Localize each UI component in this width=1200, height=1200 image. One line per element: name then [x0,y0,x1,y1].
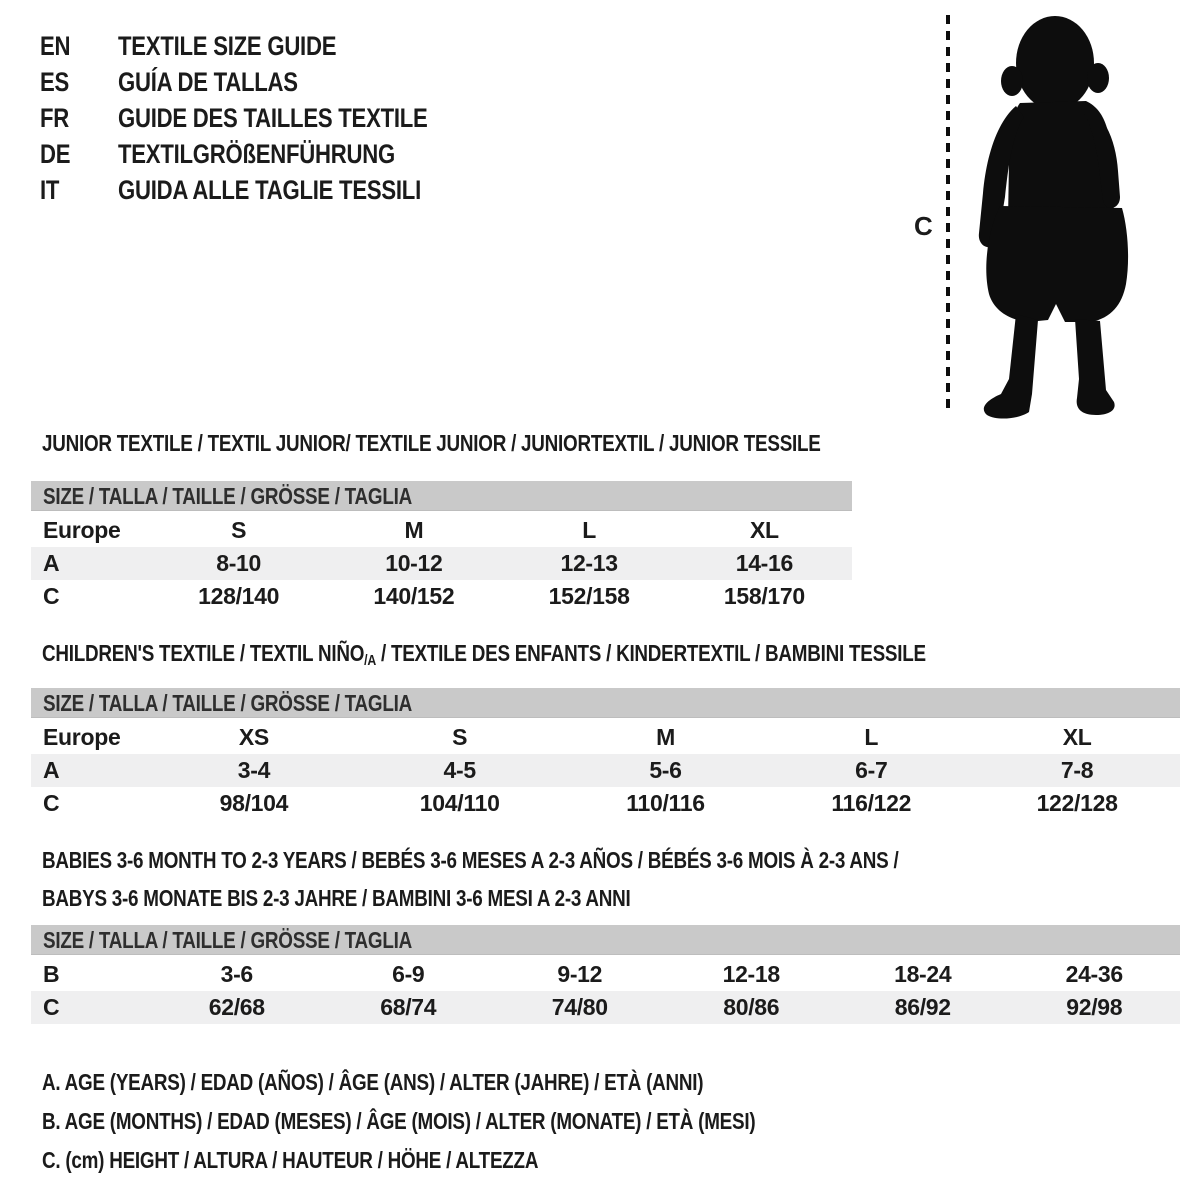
row-label: C [43,790,60,816]
language-code: FR [40,103,70,133]
table-cell: 80/86 [723,994,780,1020]
table-cell: 8-10 [216,550,262,576]
language-title-list [40,28,496,208]
height-measure-label: C [914,211,933,241]
note-text: A. AGE (YEARS) / EDAD (AÑOS) / ÂGE (ANS) / ALTER (JAHRE) / ETÀ (ANNI) [42,1069,704,1095]
table-cell: 18-24 [894,961,952,987]
table-cell: 98/104 [219,790,289,816]
table-cell: 104/110 [419,790,500,816]
section-title-children [42,638,1120,668]
table-cell: 14-16 [735,550,794,576]
table-header [31,925,1180,955]
language-code: ES [40,67,70,97]
language-title: TEXTILGRÖßENFÜHRUNG [118,139,395,169]
language-row-de [40,136,496,172]
table-row-height [31,991,1180,1024]
table-cell: 5-6 [649,757,682,783]
table-cell: M [656,724,675,750]
section-title-text: BABIES 3-6 MONTH TO 2-3 YEARS / BEBÉS 3-6 MESES A 2-3 AÑOS / BÉBÉS 3-6 MOIS À 2-3 ANS / [42,847,899,873]
junior-size-table [31,481,852,613]
table-cell: 6-7 [855,757,888,783]
table-cell: 9-12 [557,961,603,987]
table-row-months [31,958,1180,991]
note-height-cm [42,1141,912,1180]
table-cell: 12-13 [560,550,618,576]
toddler-silhouette-icon [958,11,1162,421]
row-label: C [43,994,60,1020]
table-cell: 122/128 [1036,790,1118,816]
table-cell: 128/140 [198,583,280,609]
row-label: A [43,757,60,783]
section-title-text: JUNIOR TEXTILE / TEXTIL JUNIOR/ TEXTILE JUNIOR / JUNIORTEXTIL / JUNIOR TESSILE [42,430,821,456]
row-label: C [43,583,60,609]
row-label: Europe [43,517,121,543]
language-code: IT [40,175,60,205]
nino-a-subscript: /A [364,652,376,669]
section-title-text: CHILDREN'S TEXTILE / TEXTIL $NIÑO_{/A}$ / TEXTILE DES ENFANTS / KINDERTEXTIL / BAMBINI TESSILE [42,640,926,669]
language-title: GUÍA DE TALLAS [118,67,298,97]
table-header-text: SIZE / TALLA / TAILLE / GRÖSSE / TAGLIA [43,690,412,716]
table-cell: 24-36 [1065,961,1123,987]
section-title-babies-line2 [42,883,760,913]
table-cell: XL [749,517,779,543]
row-label: B [43,961,60,987]
language-row-es [40,64,496,100]
table-row-height [31,580,852,613]
row-label: Europe [43,724,121,750]
table-cell: M [404,517,424,543]
table-cell: L [864,724,879,750]
row-label: A [43,550,60,576]
note-text: C. (cm) HEIGHT / ALTURA / HAUTEUR / HÖHE / ALTEZZA [42,1147,539,1173]
table-row-europe [31,514,852,547]
table-cell: 3-6 [220,961,253,987]
section-title-text: BABYS 3-6 MONATE BIS 2-3 JAHRE / BAMBINI 3-6 MESI A 2-3 ANNI [42,885,631,911]
table-cell: S [231,517,247,543]
note-age-months [42,1102,912,1141]
table-row-height [31,787,1180,820]
table-cell: 6-9 [392,961,425,987]
height-figure [900,5,1200,425]
table-cell: 152/158 [548,583,630,609]
table-cell: S [452,724,468,750]
language-row-fr [40,100,496,136]
table-cell: 10-12 [385,550,443,576]
table-cell: XL [1062,724,1092,750]
language-row-en [40,28,496,64]
table-cell: 68/74 [380,994,437,1020]
table-row-age [31,754,1180,787]
table-cell: XS [238,724,269,750]
table-header-text: SIZE / TALLA / TAILLE / GRÖSSE / TAGLIA [43,483,412,509]
table-header-text: SIZE / TALLA / TAILLE / GRÖSSE / TAGLIA [43,927,412,953]
table-cell: 110/116 [626,790,705,816]
table-cell: 140/152 [373,583,455,609]
table-row-europe [31,721,1180,754]
note-age-years [42,1063,912,1102]
language-row-it [40,172,496,208]
language-title: TEXTILE SIZE GUIDE [118,31,337,61]
language-code: DE [40,139,71,169]
height-measure-dashed-line [946,15,950,413]
children-size-table [31,688,1180,820]
table-cell: 74/80 [551,994,608,1020]
table-cell: 116/122 [831,790,912,816]
table-cell: 86/92 [894,994,951,1020]
language-title: GUIDE DES TAILLES TEXTILE [118,103,428,133]
table-header [31,688,1180,718]
table-cell: 4-5 [443,757,476,783]
table-cell: 7-8 [1060,757,1094,783]
legend-notes [42,1063,912,1180]
table-cell: 12-18 [722,961,780,987]
table-cell: L [582,517,596,543]
table-cell: 92/98 [1066,994,1123,1020]
table-cell: 3-4 [237,757,271,783]
babies-size-table [31,925,1180,1024]
section-title-babies-line1 [42,845,1087,875]
note-text: B. AGE (MONTHS) / EDAD (MESES) / ÂGE (MOIS) / ALTER (MONATE) / ETÀ (MESI) [42,1108,756,1134]
language-title: GUIDA ALLE TAGLIE TESSILI [118,175,421,205]
table-header [31,481,852,511]
table-cell: 62/68 [208,994,265,1020]
language-code: EN [40,31,71,61]
section-title-junior [42,428,992,458]
table-cell: 158/170 [723,583,805,609]
table-row-age [31,547,852,580]
